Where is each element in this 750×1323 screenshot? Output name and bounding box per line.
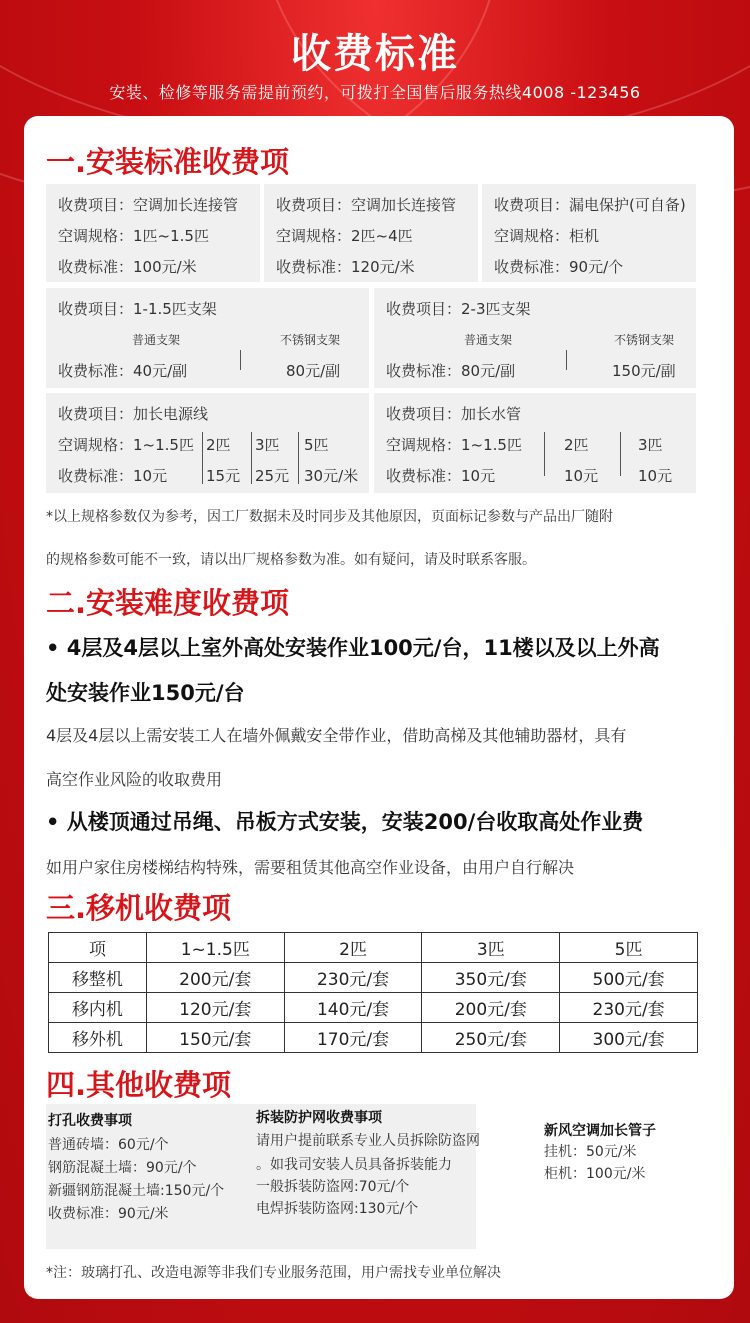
disclaimer-line-1: *以上规格参数仅为参考，因工厂数据未及时同步及其他原因，页面标记参数与产品出厂随附 — [46, 509, 613, 525]
table-cell: 200元/套 — [422, 993, 560, 1023]
difficulty-desc-1: 4层及4层以上需安装工人在墙外佩戴安全带作业，借助高梯及其他辅助器材，具有 — [46, 726, 627, 745]
fee-spec-3: 3匹 — [255, 436, 280, 454]
fee-price: 收费标准：10元 — [386, 467, 496, 485]
fee-box-pipe-small — [46, 184, 260, 282]
fee-price-3: 25元 — [255, 467, 290, 485]
divider — [298, 432, 299, 484]
guard-net-fee-line: 。如我司安装人员具备拆装能力 — [256, 1157, 452, 1173]
divider — [251, 432, 252, 484]
difficulty-desc-2: 如用户家住房楼梯结构特殊，需要租赁其他高空作业设备，由用户自行解决 — [46, 858, 575, 877]
fee-item: 收费项目：空调加长连接管 — [276, 196, 457, 214]
fee-box-pipe-large — [264, 184, 478, 282]
difficulty-bullet-2: • 从楼顶通过吊绳、吊板方式安装，安装200/台收取高处作业费 — [46, 810, 644, 834]
fee-box-water-pipe — [374, 393, 696, 493]
fee-price: 收费标准：100元/米 — [58, 258, 197, 276]
footnote: *注：玻璃打孔、改造电源等非我们专业服务范围，用户需找专业单位解决 — [46, 1265, 501, 1281]
bracket-normal-label: 普通支架 — [464, 333, 513, 347]
section-title-relocation: 三.移机收费项 — [46, 891, 232, 925]
fee-price-2: 15元 — [206, 467, 241, 485]
table-cell: 250元/套 — [422, 1023, 560, 1053]
fee-item: 收费项目：漏电保护(可自备) — [494, 196, 686, 214]
fee-box-power-cord — [46, 393, 369, 493]
fee-item: 收费项目：加长电源线 — [58, 405, 209, 423]
fee-price-stainless: 150元/副 — [612, 362, 676, 380]
difficulty-bullet-1: • 4层及4层以上室外高处安装作业100元/台，11楼以及以上外高 — [46, 636, 660, 660]
table-row — [49, 963, 698, 993]
table-cell: 移内机 — [49, 993, 147, 1023]
fee-spec-3: 3匹 — [638, 436, 663, 454]
table-cell: 140元/套 — [284, 993, 422, 1023]
section-title-other-fees: 四.其他收费项 — [46, 1068, 232, 1102]
fee-item: 收费项目：空调加长连接管 — [58, 196, 239, 214]
table-cell: 300元/套 — [560, 1023, 698, 1053]
drill-fee-block — [48, 1110, 253, 1220]
fee-spec-2: 2匹 — [564, 436, 589, 454]
fee-price: 收费标准：40元/副 — [58, 362, 188, 380]
table-header-cell: 1~1.5匹 — [146, 933, 284, 963]
fee-box-leakage-protector — [482, 184, 696, 282]
table-header-row — [49, 933, 698, 963]
fee-price: 收费标准：120元/米 — [276, 258, 415, 276]
table-cell: 500元/套 — [560, 963, 698, 993]
table-cell: 350元/套 — [422, 963, 560, 993]
divider — [620, 432, 621, 476]
drill-fee-line: 钢筋混凝土墙：90元/个 — [48, 1160, 197, 1176]
difficulty-bullet-1-cont: 处安装作业150元/台 — [46, 681, 245, 705]
table-cell: 120元/套 — [146, 993, 284, 1023]
fee-price-4: 30元/米 — [304, 467, 359, 485]
disclaimer-line-2: 的规格参数可能不一致，请以出厂规格参数为准。如有疑问，请及时联系客服。 — [46, 552, 536, 568]
bracket-normal-label: 普通支架 — [132, 333, 181, 347]
divider — [566, 350, 567, 370]
fee-price-stainless: 80元/副 — [286, 362, 341, 380]
table-header-cell: 项 — [49, 933, 147, 963]
difficulty-desc-1-cont: 高空作业风险的收取费用 — [46, 770, 223, 789]
fee-spec: 空调规格：1~1.5匹 — [58, 436, 194, 454]
table-header-cell: 2匹 — [284, 933, 422, 963]
fee-item: 收费项目：1-1.5匹支架 — [58, 300, 217, 318]
fee-box-bracket-small — [46, 288, 369, 388]
fee-price: 收费标准：80元/副 — [386, 362, 516, 380]
fee-spec: 空调规格：1~1.5匹 — [386, 436, 522, 454]
fee-item: 收费项目：加长水管 — [386, 405, 522, 423]
fee-price-3: 10元 — [638, 467, 673, 485]
guard-net-fee-line: 请用户提前联系专业人员拆除防盗网 — [256, 1133, 480, 1149]
fee-spec: 空调规格：柜机 — [494, 227, 600, 245]
section-title-install-difficulty: 二.安装难度收费项 — [46, 586, 290, 620]
guard-net-fee-line: 一般拆装防盗网:70元/个 — [256, 1179, 410, 1195]
bracket-stainless-label: 不锈钢支架 — [614, 333, 675, 347]
relocation-fee-table — [48, 932, 698, 1053]
page-subtitle: 安装、检修等服务需提前预约，可拨打全国售后服务热线4008 -123456 — [109, 83, 641, 102]
drill-fee-line: 新疆钢筋混凝土墙:150元/个 — [48, 1183, 225, 1199]
guard-net-fee-block — [256, 1107, 480, 1217]
table-cell: 230元/套 — [560, 993, 698, 1023]
divider — [544, 432, 545, 476]
fee-spec: 空调规格：1匹~1.5匹 — [58, 227, 209, 245]
drill-fee-line: 普通砖墙：60元/个 — [48, 1137, 169, 1153]
fee-price-2: 10元 — [564, 467, 599, 485]
guard-net-fee-line: 电焊拆装防盗网:130元/个 — [256, 1201, 419, 1217]
table-row — [49, 993, 698, 1023]
table-header-cell: 5匹 — [560, 933, 698, 963]
page-title: 收费标准 — [291, 31, 459, 77]
fee-item: 收费项目：2-3匹支架 — [386, 300, 531, 318]
divider — [202, 432, 203, 484]
bracket-stainless-label: 不锈钢支架 — [280, 333, 341, 347]
drill-fee-title: 打孔收费事项 — [48, 1113, 132, 1129]
table-cell: 移外机 — [49, 1023, 147, 1053]
drill-fee-line: 收费标准：90元/米 — [48, 1206, 169, 1222]
table-row — [49, 1023, 698, 1053]
fee-spec-2: 2匹 — [206, 436, 231, 454]
table-cell: 170元/套 — [284, 1023, 422, 1053]
table-cell: 230元/套 — [284, 963, 422, 993]
table-cell: 移整机 — [49, 963, 147, 993]
divider — [240, 350, 241, 370]
guard-net-fee-title: 拆装防护网收费事项 — [256, 1110, 382, 1126]
fee-price: 收费标准：90元/个 — [494, 258, 624, 276]
fresh-air-pipe-fee-block — [544, 1120, 704, 1190]
fee-box-bracket-large — [374, 288, 696, 388]
fresh-air-fee-line: 挂机：50元/米 — [544, 1144, 637, 1160]
fee-spec: 空调规格：2匹~4匹 — [276, 227, 413, 245]
table-cell: 150元/套 — [146, 1023, 284, 1053]
section-title-install-standard: 一.安装标准收费项 — [46, 145, 290, 179]
fresh-air-fee-line: 柜机：100元/米 — [544, 1166, 646, 1182]
table-cell: 200元/套 — [146, 963, 284, 993]
fee-price: 收费标准：10元 — [58, 467, 168, 485]
fresh-air-fee-title: 新风空调加长管子 — [544, 1123, 656, 1139]
fee-spec-4: 5匹 — [304, 436, 329, 454]
table-header-cell: 3匹 — [422, 933, 560, 963]
